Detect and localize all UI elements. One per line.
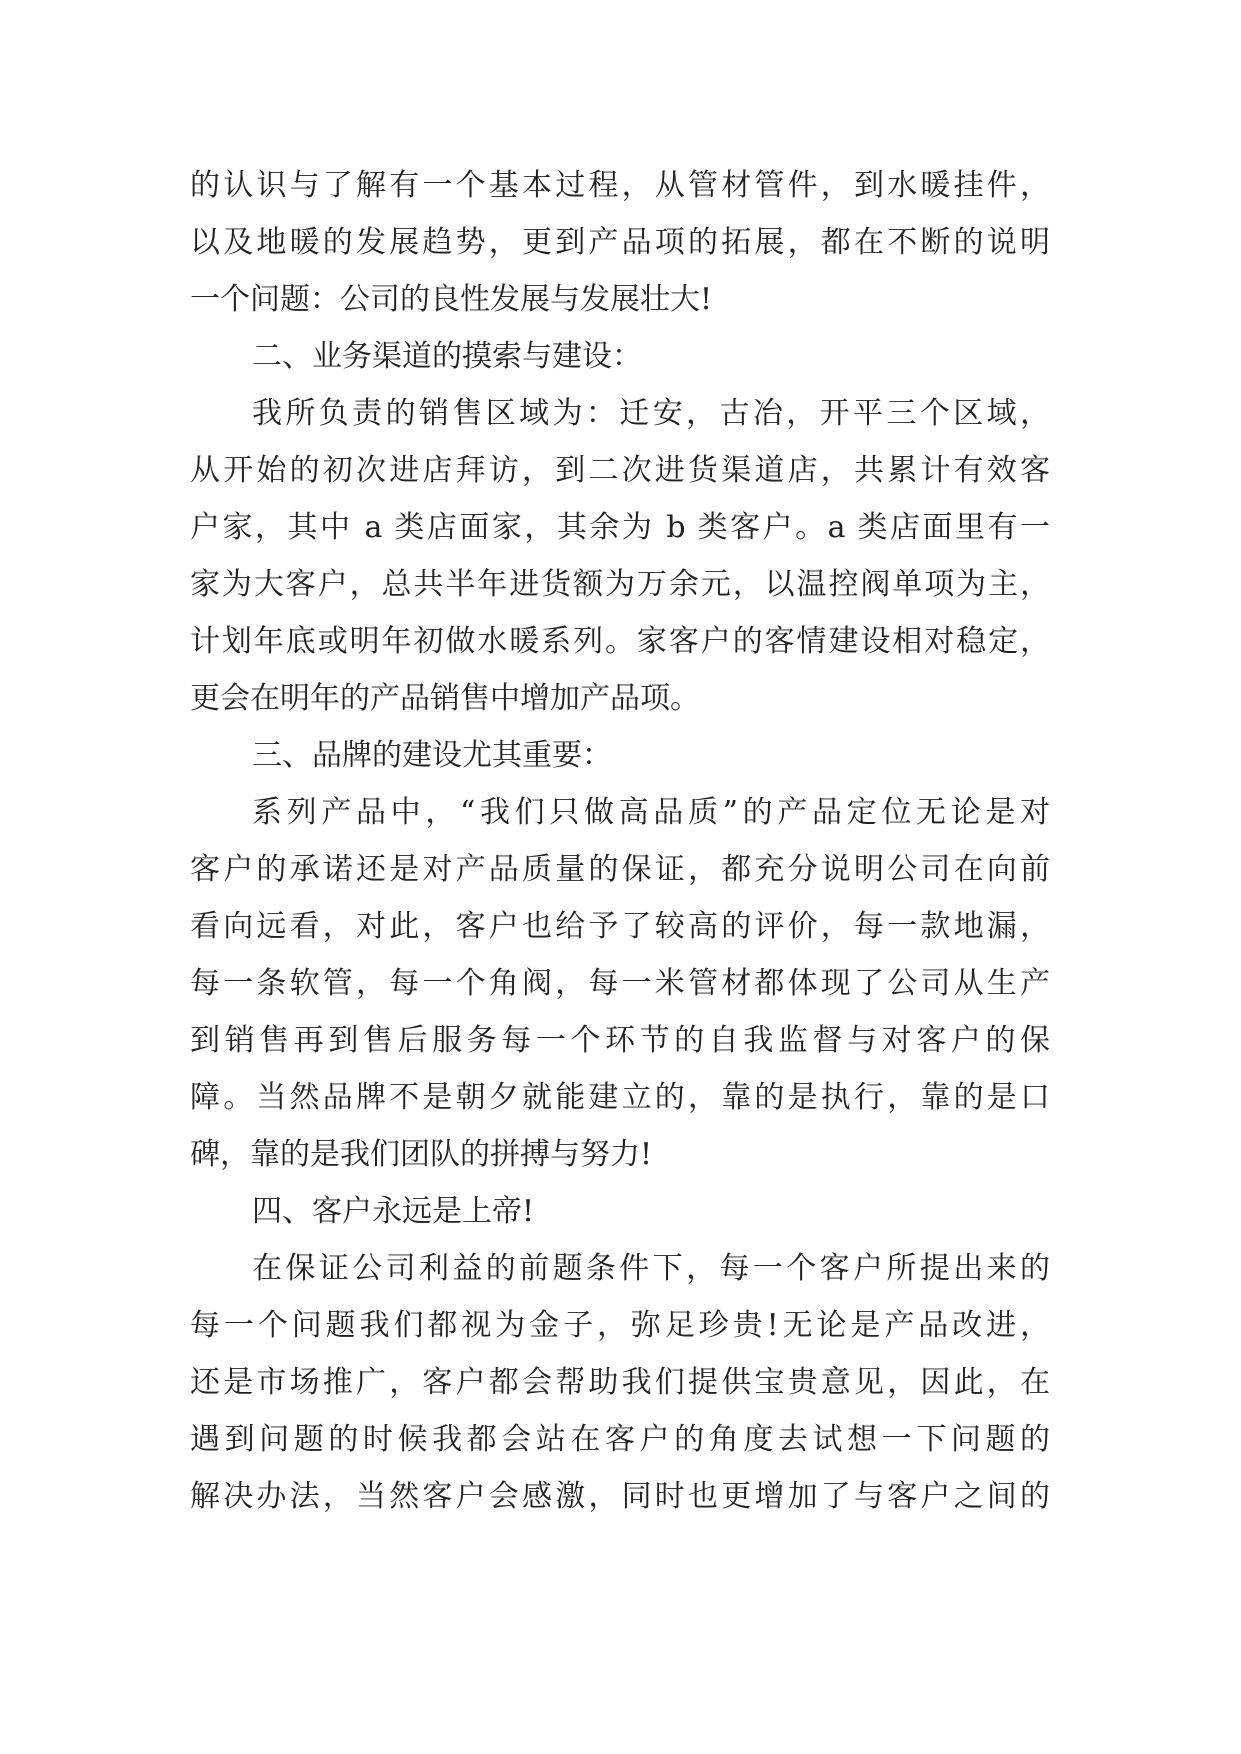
text-line: 客户的承诺还是对产品质量的保证，都充分说明公司在向前 (190, 852, 1050, 887)
section-heading-brand: 三、品牌的建设尤其重要： (252, 738, 612, 773)
text-line: 看向远看，对此，客户也给予了较高的评价，每一款地漏， (190, 909, 1050, 944)
section-heading-channels: 二、业务渠道的摸索与建设： (252, 339, 642, 374)
section-heading-customer: 四、客户永远是上帝! (252, 1194, 535, 1229)
text-line: 一个问题：公司的良性发展与发展壮大! (190, 282, 713, 317)
text-line: 在保证公司利益的前题条件下，每一个客户所提出来的 (252, 1251, 1050, 1286)
text-line: 还是市场推广，客户都会帮助我们提供宝贵意见，因此，在 (190, 1365, 1050, 1400)
text-line: 更会在明年的产品销售中增加产品项。 (190, 681, 700, 716)
text-line: 以及地暖的发展趋势，更到产品项的拓展，都在不断的说明 (190, 225, 1050, 260)
text-line: 到销售再到售后服务每一个环节的自我监督与对客户的保 (190, 1023, 1050, 1058)
text-line: 的认识与了解有一个基本过程，从管材管件，到水暖挂件， (190, 168, 1050, 203)
text-line: 系列产品中，“我们只做高品质”的产品定位无论是对 (252, 795, 1050, 830)
text-line: 户家，其中 a 类店面家，其余为 b 类客户。a 类店面里有一 (190, 510, 1050, 545)
text-line: 碑，靠的是我们团队的拼搏与努力! (190, 1137, 653, 1172)
text-line: 每一个问题我们都视为金子，弥足珍贵!无论是产品改进， (190, 1308, 1050, 1343)
text-line: 计划年底或明年初做水暖系列。家客户的客情建设相对稳定， (190, 624, 1050, 659)
text-line: 从开始的初次进店拜访，到二次进货渠道店，共累计有效客 (190, 453, 1050, 488)
document-page (190, 157, 1050, 1525)
text-line: 障。当然品牌不是朝夕就能建立的，靠的是执行，靠的是口 (190, 1080, 1050, 1115)
text-line: 解决办法，当然客户会感激，同时也更增加了与客户之间的 (190, 1479, 1050, 1514)
text-line: 每一条软管，每一个角阀，每一米管材都体现了公司从生产 (190, 966, 1050, 1001)
text-line: 家为大客户，总共半年进货额为万余元，以温控阀单项为主， (190, 567, 1050, 602)
text-line: 我所负责的销售区域为：迁安，古冶，开平三个区域， (252, 396, 1050, 431)
text-line: 遇到问题的时候我都会站在客户的角度去试想一下问题的 (190, 1422, 1050, 1457)
